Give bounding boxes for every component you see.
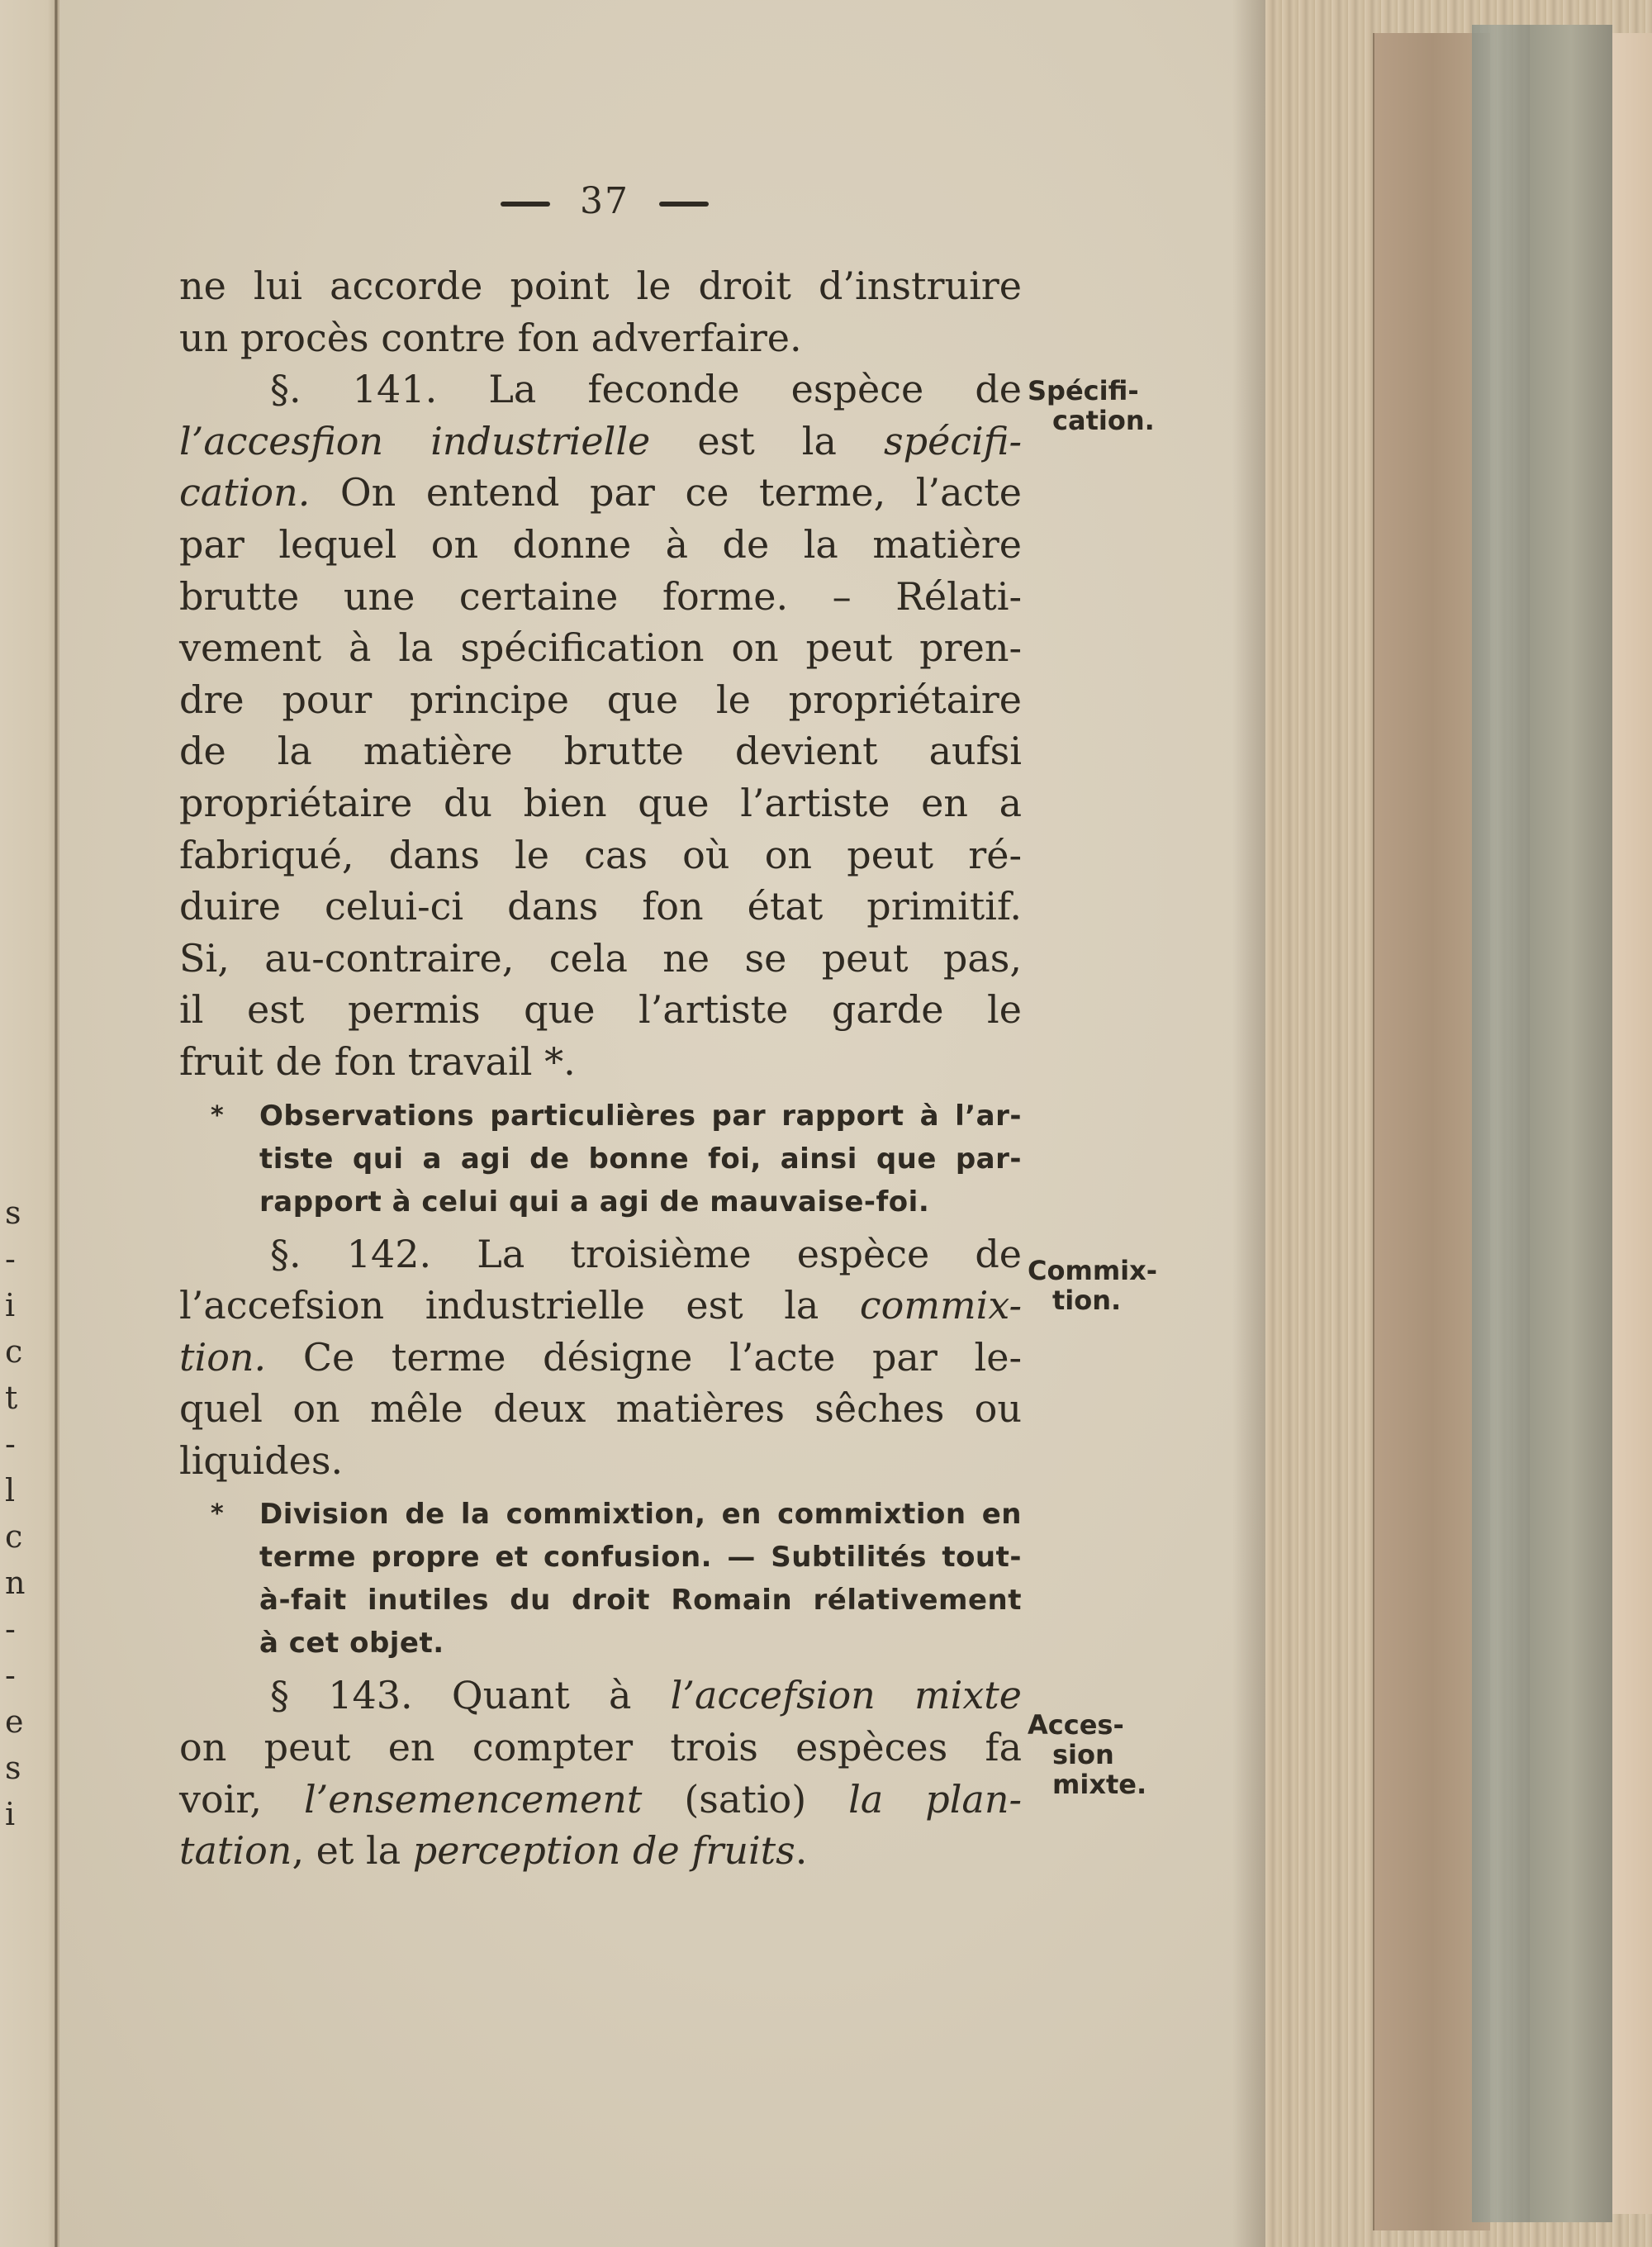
- text-line: [179, 416, 1022, 468]
- text-span: , et la: [292, 1828, 413, 1874]
- page-edge-block: [1472, 25, 1530, 2222]
- page-edge-block: [1530, 25, 1612, 2222]
- left-page-glyph: -: [5, 1426, 16, 1462]
- footnote-marker: *: [211, 1499, 225, 1529]
- paragraph-s142: [179, 1228, 1022, 1487]
- text-line: [179, 1722, 1022, 1774]
- text-line: [179, 933, 1022, 985]
- italic-text: tation: [179, 1828, 292, 1874]
- left-page-glyph: n: [5, 1565, 26, 1601]
- text-span: liquides.: [179, 1437, 344, 1483]
- text-line: [179, 1280, 1022, 1332]
- paragraph-s141: [179, 363, 1022, 1087]
- paragraph-s143: [179, 1670, 1022, 1876]
- footnote-line: [179, 1536, 1022, 1579]
- text-line: [179, 467, 1022, 519]
- text-span: on peut en compter trois espèces fa: [179, 1725, 1022, 1770]
- italic-text: tion.: [179, 1334, 267, 1380]
- text-span: .: [795, 1828, 808, 1874]
- text-span: est la: [650, 418, 885, 463]
- text-line: [179, 312, 1022, 364]
- footnote-line: [179, 1622, 1022, 1665]
- left-page-glyph: e: [5, 1703, 24, 1740]
- left-page-glyph: i: [5, 1287, 16, 1323]
- left-page-glyph: t: [5, 1380, 18, 1416]
- left-page-glyph: l: [5, 1472, 16, 1508]
- text-line: [179, 1435, 1022, 1487]
- footnote-text: Observations particulières par rapport à l’ar-: [259, 1099, 1022, 1133]
- text-span: fabriqué, dans le cas où on peut ré-: [179, 832, 1022, 877]
- footnote-marker: *: [211, 1100, 225, 1130]
- text-span: l’accefsion industrielle est la: [179, 1283, 860, 1328]
- text-span: quel on mêle deux matières sêches ou: [179, 1386, 1022, 1432]
- text-span: Si, au-contraire, cela ne se peut pas,: [179, 935, 1022, 981]
- margin-note-specification: [1028, 376, 1155, 435]
- footnote-line: [179, 1493, 1022, 1536]
- left-page-glyph: c: [5, 1333, 23, 1370]
- italic-text: spécifi-: [884, 418, 1022, 463]
- left-page-glyph: i: [5, 1796, 16, 1832]
- margin-note-line: sion: [1052, 1739, 1114, 1770]
- italic-text: cation.: [179, 470, 311, 515]
- footnote-fn2: [179, 1493, 1022, 1665]
- book-page: [59, 0, 1265, 2247]
- left-page-glyph: s: [5, 1195, 21, 1231]
- text-span: §. 141. La feconde espèce de: [270, 367, 1022, 412]
- text-span: propriétaire du bien que l’artiste en a: [179, 780, 1022, 825]
- italic-text: l’accefsion mixte: [670, 1673, 1022, 1718]
- text-span: brutte une certaine forme. – Rélati-: [179, 573, 1022, 619]
- footnote-line: [179, 1095, 1022, 1138]
- header-dash-left: [501, 202, 550, 207]
- margin-note-line: Commix-: [1028, 1255, 1158, 1286]
- text-line: [179, 1332, 1022, 1384]
- italic-text: commix-: [859, 1283, 1022, 1328]
- footnote-text: terme propre et confusion. — Subtilités tout-: [259, 1541, 1022, 1575]
- left-facing-page: [0, 0, 59, 2247]
- text-span: §. 142. La troisième espèce de: [270, 1231, 1022, 1276]
- margin-note-line: cation.: [1052, 405, 1155, 436]
- margin-note-accession-mixte: [1028, 1710, 1146, 1799]
- text-line: [179, 1825, 1022, 1877]
- text-span: duire celui-ci dans fon état primitif.: [179, 884, 1022, 929]
- text-span: voir,: [179, 1776, 304, 1822]
- text-line: [179, 1228, 1022, 1280]
- body-text: [179, 260, 1022, 1877]
- footnote-text: à cet objet.: [259, 1627, 444, 1660]
- text-line: [179, 777, 1022, 829]
- page-edge-block: [1612, 33, 1652, 2214]
- left-page-glyph: c: [5, 1518, 23, 1555]
- gutter: [55, 0, 58, 2247]
- text-line: [179, 571, 1022, 623]
- text-span: dre pour principe que le propriétaire: [179, 677, 1022, 722]
- left-page-glyph: -: [5, 1611, 16, 1647]
- fore-edge-pages: [1265, 0, 1652, 2247]
- text-line: [179, 984, 1022, 1036]
- italic-text: la plan-: [848, 1776, 1023, 1822]
- left-page-glyphs: [5, 1190, 46, 1837]
- footnote-text: Division de la commixtion, en commixtion en: [259, 1498, 1022, 1532]
- margin-note-line: Acces-: [1028, 1709, 1124, 1741]
- text-line: [179, 674, 1022, 726]
- text-line: [179, 519, 1022, 571]
- text-line: [179, 1670, 1022, 1722]
- text-span: un procès contre fon adverfaire.: [179, 315, 802, 360]
- text-line: [179, 829, 1022, 881]
- page-number: 37: [580, 180, 629, 222]
- text-span: il est permis que l’artiste garde le: [179, 987, 1022, 1033]
- footnote-text: à-fait inutiles du droit Romain rélativement: [259, 1584, 1022, 1618]
- footnote-line: [179, 1138, 1022, 1181]
- text-line: [179, 1036, 1022, 1088]
- text-span: de la matière brutte devient aufsi: [179, 729, 1022, 774]
- left-page-glyph: s: [5, 1750, 21, 1786]
- page-header: [456, 180, 753, 222]
- text-line: [179, 881, 1022, 933]
- margin-note-line: Spécifi-: [1028, 375, 1139, 406]
- text-span: fruit de fon travail *.: [179, 1038, 576, 1084]
- text-span: vement à la spécification on peut pren-: [179, 625, 1022, 671]
- text-line: [179, 622, 1022, 674]
- footnote-text: tiste qui a agi de bonne foi, ainsi que par-: [259, 1142, 1022, 1176]
- italic-text: perception de fruits: [412, 1828, 795, 1874]
- text-span: Ce terme désigne l’acte par le-: [266, 1334, 1022, 1380]
- text-line: [179, 1774, 1022, 1826]
- italic-text: l’ensemencement: [303, 1776, 643, 1822]
- text-span: (satio): [642, 1776, 849, 1822]
- footnote-text: rapport à celui qui a agi de mauvaise-foi.: [259, 1185, 930, 1219]
- paragraph-continuation: [179, 260, 1022, 363]
- text-span: On entend par ce terme, l’acte: [310, 470, 1022, 515]
- footnote-line: [179, 1181, 1022, 1223]
- text-span: ne lui accorde point le droit d’instruire: [179, 264, 1022, 308]
- left-page-glyph: -: [5, 1241, 16, 1277]
- italic-text: l’accesfion industrielle: [179, 418, 651, 463]
- margin-note-line: tion.: [1052, 1285, 1122, 1316]
- footnote-fn1: [179, 1095, 1022, 1223]
- margin-note-line: mixte.: [1052, 1769, 1147, 1800]
- text-line: [179, 725, 1022, 777]
- left-page-glyph: -: [5, 1657, 16, 1694]
- margin-note-commixtion: [1028, 1256, 1157, 1315]
- header-dash-right: [659, 202, 709, 207]
- text-line: [179, 1383, 1022, 1435]
- text-span: § 143. Quant à: [270, 1673, 671, 1718]
- text-span: par lequel on donne à de la matière: [179, 521, 1022, 567]
- footnote-line: [179, 1579, 1022, 1622]
- text-line: [179, 260, 1022, 312]
- text-line: [179, 363, 1022, 416]
